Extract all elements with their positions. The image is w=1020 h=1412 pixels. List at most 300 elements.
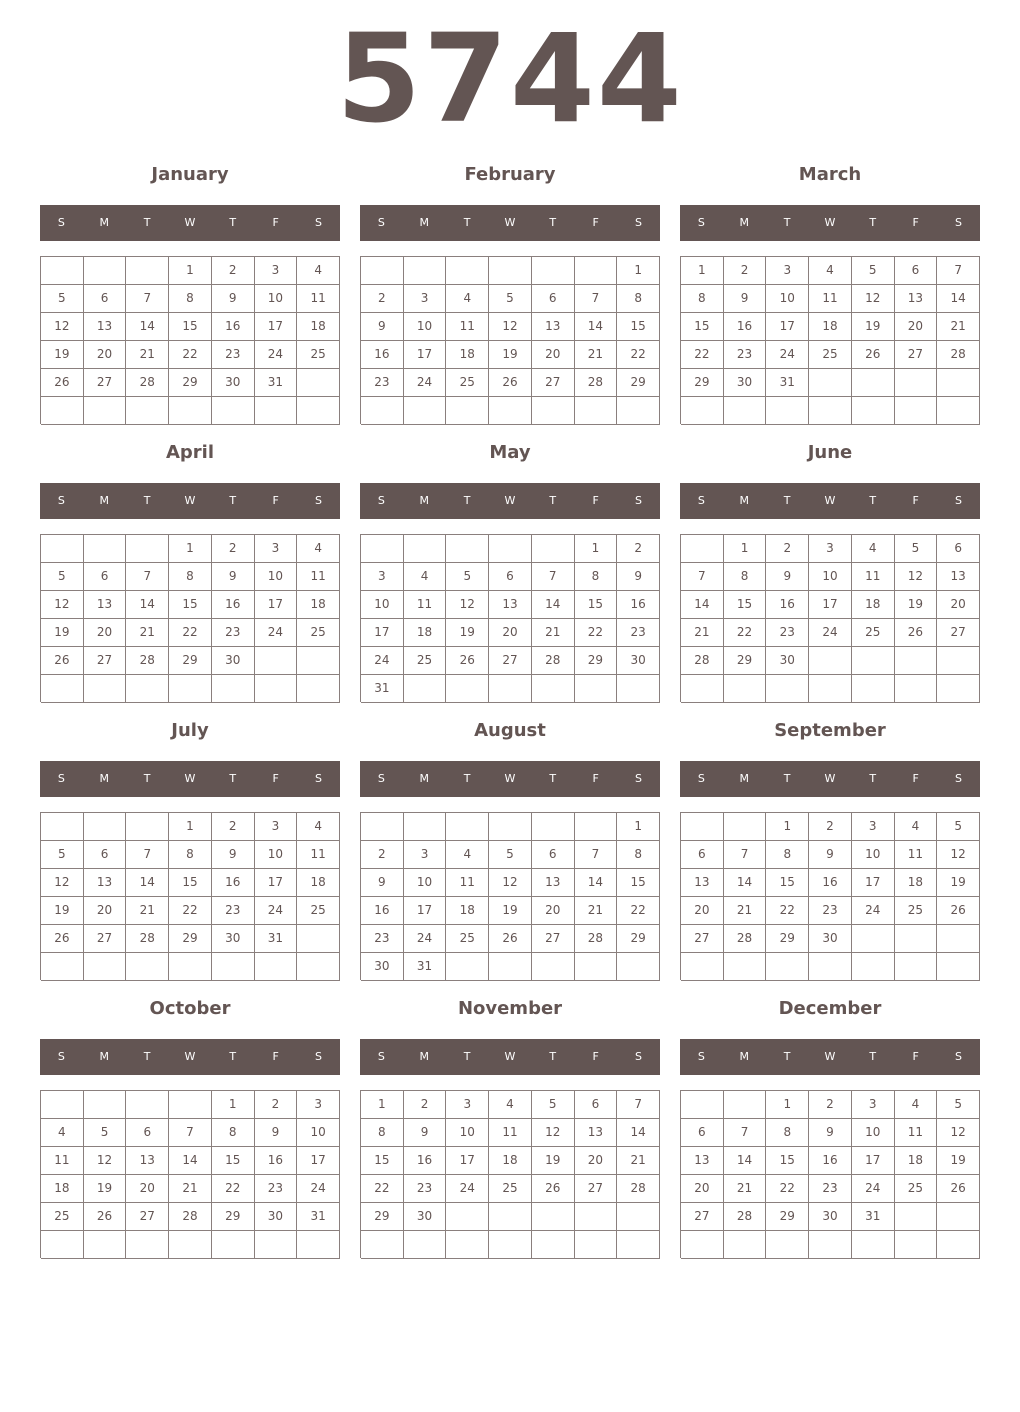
day-cell: 26 (532, 1175, 575, 1203)
day-cell (404, 397, 447, 425)
day-cell: 23 (212, 619, 255, 647)
day-cell: 14 (126, 591, 169, 619)
weekday-label: T (229, 1050, 237, 1063)
day-cell (809, 369, 852, 397)
day-cell (169, 1091, 212, 1119)
day-cell: 21 (724, 1175, 767, 1203)
day-cell (852, 1231, 895, 1259)
day-cell: 28 (617, 1175, 660, 1203)
day-cell (724, 953, 767, 981)
day-cell (404, 1231, 447, 1259)
day-cell (724, 1091, 767, 1119)
weekday-label: S (697, 216, 705, 229)
day-grid (360, 812, 660, 980)
day-cell (532, 813, 575, 841)
day-cell: 11 (297, 563, 340, 591)
day-cell: 6 (681, 841, 724, 869)
day-cell: 25 (41, 1203, 84, 1231)
day-cell: 7 (126, 563, 169, 591)
day-cell: 2 (724, 257, 767, 285)
day-cell: 9 (766, 563, 809, 591)
day-cell: 15 (617, 869, 660, 897)
day-cell: 29 (169, 369, 212, 397)
day-cell: 4 (41, 1119, 84, 1147)
day-cell: 18 (489, 1147, 532, 1175)
day-cell: 8 (724, 563, 767, 591)
day-cell: 11 (809, 285, 852, 313)
day-cell: 17 (766, 313, 809, 341)
weekday-label: T (549, 772, 557, 785)
day-cell: 19 (41, 619, 84, 647)
day-cell: 18 (809, 313, 852, 341)
day-cell (489, 953, 532, 981)
day-cell: 15 (361, 1147, 404, 1175)
weekday-label: T (869, 494, 877, 507)
day-cell: 12 (852, 285, 895, 313)
day-cell: 26 (937, 897, 980, 925)
day-cell: 4 (489, 1091, 532, 1119)
weekday-label: T (783, 1050, 791, 1063)
weekday-label: W (504, 494, 516, 507)
day-cell: 13 (681, 869, 724, 897)
day-cell: 8 (617, 841, 660, 869)
day-cell (446, 675, 489, 703)
year-title: 5744 (336, 8, 684, 150)
weekday-label: M (419, 772, 430, 785)
day-cell (84, 813, 127, 841)
day-cell: 1 (681, 257, 724, 285)
weekday-label: M (739, 216, 750, 229)
day-cell (681, 1231, 724, 1259)
day-cell (852, 953, 895, 981)
day-cell (297, 925, 340, 953)
day-cell: 23 (212, 897, 255, 925)
day-cell: 23 (809, 897, 852, 925)
weekday-label: T (229, 494, 237, 507)
day-cell: 14 (126, 313, 169, 341)
day-cell (297, 647, 340, 675)
day-cell: 4 (852, 535, 895, 563)
day-cell (404, 813, 447, 841)
day-cell: 1 (212, 1091, 255, 1119)
day-cell: 28 (575, 925, 618, 953)
day-cell (84, 397, 127, 425)
day-cell: 1 (766, 813, 809, 841)
weekday-label: M (419, 216, 430, 229)
day-cell (852, 925, 895, 953)
day-cell: 22 (212, 1175, 255, 1203)
day-cell: 14 (169, 1147, 212, 1175)
day-cell (532, 953, 575, 981)
weekday-header (40, 205, 340, 241)
day-cell: 3 (297, 1091, 340, 1119)
day-cell (617, 397, 660, 425)
day-cell: 21 (575, 341, 618, 369)
weekday-label: M (739, 1050, 750, 1063)
day-cell: 9 (212, 563, 255, 591)
day-cell (126, 257, 169, 285)
day-cell: 21 (937, 313, 980, 341)
weekday-label: T (869, 1050, 877, 1063)
day-cell: 15 (169, 591, 212, 619)
weekday-label: T (229, 772, 237, 785)
day-cell (446, 813, 489, 841)
day-cell: 26 (937, 1175, 980, 1203)
day-cell: 31 (766, 369, 809, 397)
day-cell: 11 (489, 1119, 532, 1147)
weekday-label: S (57, 494, 65, 507)
day-cell: 26 (489, 925, 532, 953)
day-cell: 14 (617, 1119, 660, 1147)
day-cell: 19 (41, 341, 84, 369)
day-cell: 14 (724, 1147, 767, 1175)
day-cell: 24 (361, 647, 404, 675)
day-cell: 21 (532, 619, 575, 647)
day-cell (212, 953, 255, 981)
month-name: May (489, 442, 531, 463)
day-cell: 10 (852, 1119, 895, 1147)
day-cell: 31 (297, 1203, 340, 1231)
day-cell: 5 (41, 841, 84, 869)
day-cell (681, 675, 724, 703)
day-cell: 13 (532, 313, 575, 341)
day-cell (446, 953, 489, 981)
day-cell: 22 (169, 897, 212, 925)
day-cell: 3 (446, 1091, 489, 1119)
day-cell: 30 (255, 1203, 298, 1231)
day-cell: 30 (361, 953, 404, 981)
day-cell: 4 (446, 285, 489, 313)
day-cell: 9 (255, 1119, 298, 1147)
month-name: February (464, 164, 556, 185)
day-cell: 15 (766, 869, 809, 897)
weekday-header (40, 1039, 340, 1075)
day-cell: 16 (361, 341, 404, 369)
day-cell: 20 (575, 1147, 618, 1175)
weekday-label: S (697, 1050, 705, 1063)
day-cell (575, 397, 618, 425)
weekday-label: T (229, 216, 237, 229)
day-cell: 31 (852, 1203, 895, 1231)
weekday-label: T (549, 1050, 557, 1063)
day-cell: 26 (41, 369, 84, 397)
day-cell: 23 (255, 1175, 298, 1203)
day-cell: 7 (617, 1091, 660, 1119)
day-cell: 29 (169, 925, 212, 953)
day-cell (681, 813, 724, 841)
day-cell: 16 (724, 313, 767, 341)
day-cell: 29 (212, 1203, 255, 1231)
day-cell: 28 (724, 1203, 767, 1231)
day-cell (809, 1231, 852, 1259)
day-cell: 8 (681, 285, 724, 313)
day-cell: 28 (126, 369, 169, 397)
day-cell (404, 535, 447, 563)
day-cell: 7 (126, 285, 169, 313)
weekday-label: M (419, 1050, 430, 1063)
day-cell: 13 (126, 1147, 169, 1175)
day-cell (575, 953, 618, 981)
day-cell: 13 (681, 1147, 724, 1175)
day-cell (809, 675, 852, 703)
day-cell: 27 (681, 1203, 724, 1231)
day-cell: 16 (766, 591, 809, 619)
weekday-header (40, 761, 340, 797)
day-cell (575, 257, 618, 285)
day-cell (255, 397, 298, 425)
day-cell: 10 (361, 591, 404, 619)
day-cell: 5 (852, 257, 895, 285)
day-cell: 10 (404, 869, 447, 897)
day-cell: 20 (489, 619, 532, 647)
day-cell: 27 (575, 1175, 618, 1203)
day-cell: 11 (297, 285, 340, 313)
weekday-label: T (869, 216, 877, 229)
day-cell (41, 535, 84, 563)
day-cell: 21 (724, 897, 767, 925)
weekday-label: S (57, 216, 65, 229)
weekday-label: T (783, 494, 791, 507)
day-cell: 26 (852, 341, 895, 369)
month-name: September (774, 720, 886, 741)
day-cell: 17 (404, 897, 447, 925)
day-cell: 10 (809, 563, 852, 591)
day-cell: 25 (809, 341, 852, 369)
day-cell: 24 (255, 619, 298, 647)
day-cell: 20 (126, 1175, 169, 1203)
weekday-label: T (143, 772, 151, 785)
day-cell: 29 (169, 647, 212, 675)
day-cell: 13 (937, 563, 980, 591)
weekday-label: W (184, 494, 196, 507)
day-cell: 10 (852, 841, 895, 869)
day-cell: 9 (809, 841, 852, 869)
day-cell: 8 (169, 285, 212, 313)
day-cell: 27 (895, 341, 938, 369)
day-cell (212, 397, 255, 425)
day-grid (40, 534, 340, 702)
weekday-label: S (634, 216, 642, 229)
day-cell (852, 397, 895, 425)
day-cell: 20 (84, 341, 127, 369)
day-cell (852, 369, 895, 397)
day-cell: 2 (361, 285, 404, 313)
day-cell: 24 (446, 1175, 489, 1203)
day-cell: 9 (809, 1119, 852, 1147)
day-cell (937, 675, 980, 703)
day-cell: 6 (532, 841, 575, 869)
day-cell: 12 (41, 313, 84, 341)
day-cell: 5 (532, 1091, 575, 1119)
day-cell: 8 (169, 841, 212, 869)
day-cell (169, 397, 212, 425)
day-cell: 18 (895, 1147, 938, 1175)
day-cell: 25 (852, 619, 895, 647)
day-cell: 16 (809, 869, 852, 897)
day-cell (852, 675, 895, 703)
weekday-header (680, 761, 980, 797)
day-cell (255, 675, 298, 703)
day-cell (361, 813, 404, 841)
weekday-label: S (377, 216, 385, 229)
day-cell (255, 953, 298, 981)
day-cell: 31 (255, 369, 298, 397)
day-cell (617, 1231, 660, 1259)
day-cell: 5 (489, 285, 532, 313)
day-cell: 29 (766, 1203, 809, 1231)
weekday-label: W (824, 216, 836, 229)
day-cell (532, 257, 575, 285)
day-cell: 1 (617, 813, 660, 841)
day-cell (937, 1231, 980, 1259)
day-cell: 7 (575, 841, 618, 869)
day-cell (617, 675, 660, 703)
day-cell: 2 (255, 1091, 298, 1119)
day-cell (575, 675, 618, 703)
day-cell: 27 (681, 925, 724, 953)
day-cell: 28 (126, 647, 169, 675)
day-cell: 15 (617, 313, 660, 341)
weekday-label: T (143, 1050, 151, 1063)
day-cell: 9 (404, 1119, 447, 1147)
day-cell (575, 1203, 618, 1231)
day-cell: 22 (617, 341, 660, 369)
day-cell: 10 (255, 563, 298, 591)
day-cell: 14 (575, 869, 618, 897)
day-cell: 12 (41, 869, 84, 897)
day-cell (446, 397, 489, 425)
day-cell (489, 397, 532, 425)
month-name: June (807, 442, 853, 463)
day-cell: 25 (404, 647, 447, 675)
day-cell (489, 535, 532, 563)
day-cell (724, 1231, 767, 1259)
day-cell: 6 (84, 841, 127, 869)
day-cell: 2 (809, 1091, 852, 1119)
day-cell (895, 1203, 938, 1231)
day-cell (84, 953, 127, 981)
day-cell: 30 (212, 647, 255, 675)
day-cell: 25 (297, 897, 340, 925)
day-cell: 22 (766, 897, 809, 925)
day-cell: 12 (489, 313, 532, 341)
day-cell: 11 (404, 591, 447, 619)
day-cell: 22 (169, 341, 212, 369)
day-cell: 6 (532, 285, 575, 313)
weekday-header (680, 205, 980, 241)
day-cell: 29 (617, 925, 660, 953)
day-cell: 10 (446, 1119, 489, 1147)
day-cell: 16 (255, 1147, 298, 1175)
weekday-label: S (314, 494, 322, 507)
month-name: March (798, 164, 862, 185)
day-cell: 2 (212, 813, 255, 841)
weekday-label: T (783, 772, 791, 785)
day-cell: 6 (895, 257, 938, 285)
weekday-label: S (57, 772, 65, 785)
day-cell: 17 (297, 1147, 340, 1175)
day-cell: 6 (126, 1119, 169, 1147)
month-name: October (149, 998, 231, 1019)
day-cell: 9 (724, 285, 767, 313)
day-cell: 3 (255, 257, 298, 285)
day-cell (724, 675, 767, 703)
day-cell: 17 (255, 591, 298, 619)
day-cell: 2 (212, 535, 255, 563)
day-cell: 17 (361, 619, 404, 647)
weekday-label: M (419, 494, 430, 507)
day-cell: 19 (937, 1147, 980, 1175)
day-cell: 3 (852, 1091, 895, 1119)
weekday-label: S (314, 772, 322, 785)
day-cell: 11 (41, 1147, 84, 1175)
day-cell: 22 (575, 619, 618, 647)
day-cell (532, 675, 575, 703)
day-cell: 28 (575, 369, 618, 397)
day-cell: 21 (126, 897, 169, 925)
day-cell (404, 257, 447, 285)
day-cell: 16 (212, 591, 255, 619)
day-cell: 21 (169, 1175, 212, 1203)
day-cell: 18 (297, 591, 340, 619)
day-cell (126, 535, 169, 563)
month-name: January (151, 164, 229, 185)
day-cell (404, 675, 447, 703)
day-cell (212, 1231, 255, 1259)
day-cell: 26 (84, 1203, 127, 1231)
day-cell (809, 953, 852, 981)
day-cell: 10 (255, 285, 298, 313)
day-cell (937, 1203, 980, 1231)
day-cell: 21 (575, 897, 618, 925)
day-cell (937, 925, 980, 953)
day-cell (895, 953, 938, 981)
day-cell: 3 (852, 813, 895, 841)
day-cell (532, 535, 575, 563)
weekday-label: S (377, 772, 385, 785)
day-cell (212, 675, 255, 703)
day-cell: 1 (766, 1091, 809, 1119)
weekday-label: T (783, 216, 791, 229)
day-cell: 23 (212, 341, 255, 369)
weekday-label: S (634, 494, 642, 507)
day-cell: 7 (681, 563, 724, 591)
day-cell: 17 (255, 869, 298, 897)
day-cell: 18 (404, 619, 447, 647)
day-cell: 17 (255, 313, 298, 341)
day-cell: 18 (41, 1175, 84, 1203)
day-cell (169, 953, 212, 981)
weekday-header (360, 1039, 660, 1075)
day-cell: 9 (617, 563, 660, 591)
weekday-label: T (463, 772, 471, 785)
day-cell (489, 257, 532, 285)
day-cell (297, 369, 340, 397)
day-cell: 21 (126, 341, 169, 369)
day-cell: 21 (617, 1147, 660, 1175)
day-cell (766, 953, 809, 981)
weekday-label: S (314, 1050, 322, 1063)
day-cell: 16 (809, 1147, 852, 1175)
day-cell (169, 675, 212, 703)
day-cell: 11 (297, 841, 340, 869)
day-cell: 3 (809, 535, 852, 563)
weekday-label: S (377, 494, 385, 507)
weekday-label: W (824, 494, 836, 507)
day-cell: 15 (681, 313, 724, 341)
day-cell: 19 (895, 591, 938, 619)
day-cell (84, 1231, 127, 1259)
